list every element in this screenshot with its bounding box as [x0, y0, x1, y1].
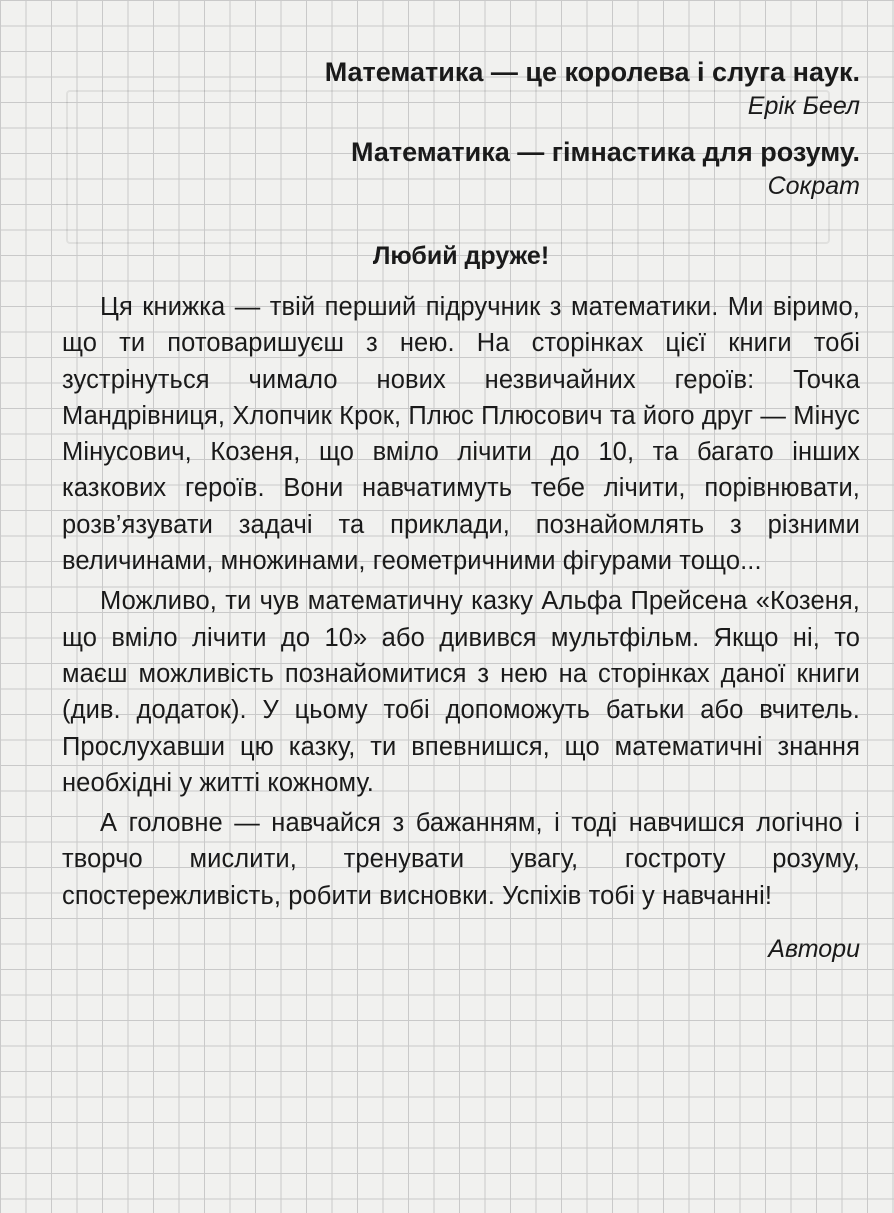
- signature: Автори: [768, 935, 860, 964]
- epigraph-2: [62, 135, 860, 203]
- greeting-heading: Любий друже!: [372, 242, 550, 270]
- paragraph: Можливо, ти чув математичну казку Альфа Прейсена «Козеня, що вміло лічити до 10» або дивився мультфільм. Якщо ні, то маєш можливість познайомитися з нею на сторінках даної книги (див. додаток). У цьому тобі допоможуть батьки або вчитель. Прослухавши цю казку, ти впевнишся, що математичні знання необхідні у житті кожному.: [62, 587, 860, 797]
- paragraph: Ця книжка — твій перший підручник з математики. Ми віримо, що ти потоваришуєш з нею. На сторінках цієї книги тобі зустрінуться чимало нових незвичайних героїв: Точка Мандрівниця, Хлопчик Крок, Плюс Плюсович та його друг — Мінус Мінусович, Козеня, що вміло лічити до 10, та багато інших казкових героїв. Вони навчатимуть тебе лічити, порівнювати, розв’язувати задачі та приклади, познайомлять з різними величинами, множинами, геометричними фігурами тощо...: [62, 293, 860, 576]
- body-text: [62, 289, 860, 914]
- epigraph-1: [62, 55, 860, 123]
- epigraph-quote: Математика — це королева і слуга наук.: [324, 57, 860, 87]
- epigraph-author: Ерік Беел: [747, 92, 860, 120]
- epigraph-quote: Математика — гімнастика для розуму.: [351, 137, 860, 167]
- page-content: [62, 55, 860, 966]
- epigraph-author: Сократ: [767, 172, 860, 200]
- paragraph: А головне — навчайся з бажанням, і тоді навчишся логічно і творчо мислити, тренувати увагу, гостроту розуму, спостережливість, робити висновки. Успіхів тобі у навчанні!: [62, 809, 860, 910]
